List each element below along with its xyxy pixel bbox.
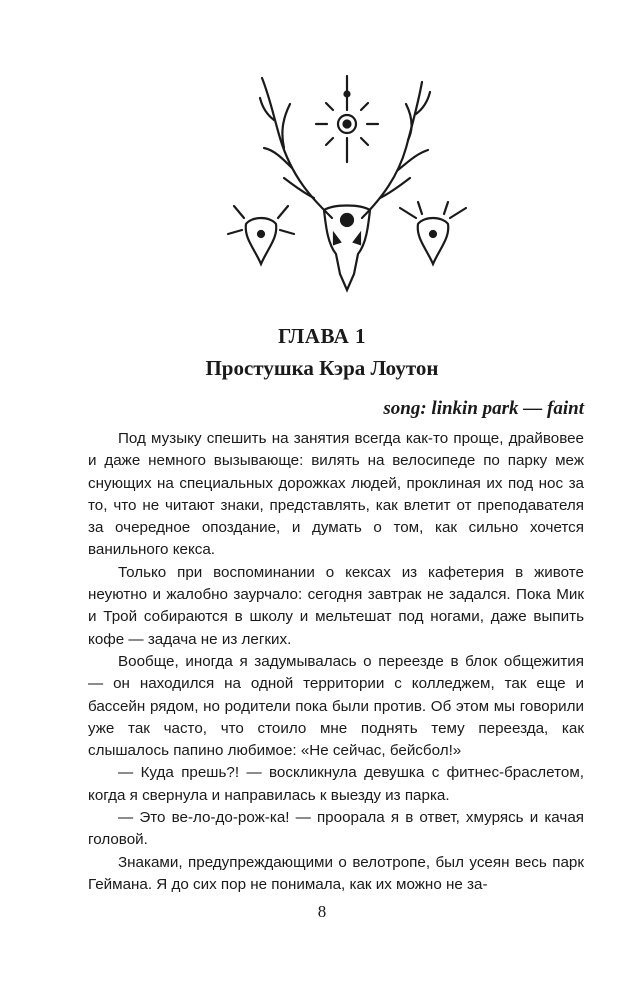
chapter-number: ГЛАВА 1 (277, 324, 367, 348)
chapter-body (88, 428, 584, 896)
paragraph: Знаками, предупреждающими о велотропе, был усеян весь парк Геймана. Я до сих пор не понимала, как их можно не за- (88, 853, 584, 893)
page-number: 8 (317, 902, 327, 921)
paragraph: — Это ве-ло-до-рож-ка! — проорала я в ответ, хмурясь и качая головой. (88, 809, 584, 849)
chapter-title: Простушка Кэра Лоутон (205, 356, 439, 380)
paragraph: Только при воспоминании о кексах из кафетерия в животе неуютно и жалобно заурчало: сегодня завтрак не задался. Пока Мик и Трой собираются в школу и мельтешат под ногами, даже выпить кофе — задача не из легких. (88, 563, 584, 648)
deer-skull-antlers-ornament-icon (222, 58, 472, 294)
paragraph: Вообще, иногда я задумывалась о переезде в блок общежития — он находился на одной территории с колледжем, так еще и бассейн рядом, но родители пока были против. Об этом мы говорили уже так часто, что стоило мне поднять тему переезда, как слышалось папино любимое: «Не сейчас, бейсбол!» (88, 652, 584, 760)
paragraph: — Куда прешь?! — воскликнула девушка с фитнес-браслетом, когда я свернула и направилась к выезду из парка. (88, 764, 584, 804)
epigraph: song: linkin park — faint (383, 398, 584, 419)
paragraph: Под музыку спешить на занятия всегда как-то проще, драйвовее и даже немного вызывающе: вилять на велосипеде по парку меж снующих на специальных дорожках людей, проклиная их под нос за то, что не читают знаки, представлять, как влетит от преподавателя за очередное опоздание, и думать о том, как сильно хочется ванильного кекса. (88, 430, 584, 559)
